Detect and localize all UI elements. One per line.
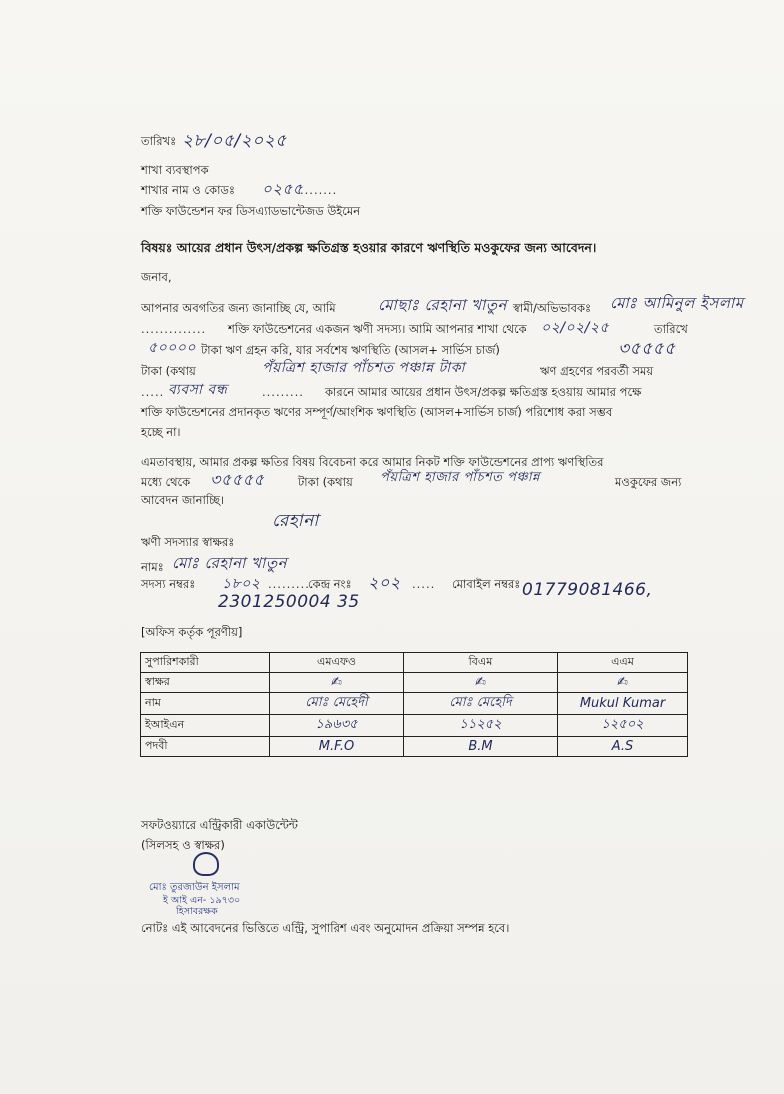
approval-table	[140, 652, 688, 757]
member-no-label: সদস্য নম্বরঃ	[141, 577, 196, 591]
p1-line5-dots: .....	[141, 385, 165, 399]
member-signature: রেহানা	[272, 511, 319, 531]
table-cell: ১১২৫২	[404, 715, 558, 737]
loan-date-hw: ০২/০২/২৫	[541, 320, 610, 336]
table-cell: Mukul Kumar	[558, 693, 688, 715]
p2-line2-c: মওকুফের জন্য	[615, 475, 682, 489]
table-cell: ১২৫০২	[558, 715, 688, 737]
table-row	[141, 693, 688, 715]
table-header-cell: এমএফও	[270, 653, 404, 673]
table-cell: M.F.O	[270, 737, 404, 757]
table-row	[141, 737, 688, 757]
mobile-label: মোবাইল নম্বরঃ	[452, 577, 521, 591]
member-no-dots: .........	[268, 577, 310, 591]
stamp-line2: ই আই এন- ১৯৭৩০	[163, 895, 241, 906]
table-cell: ✍	[404, 673, 558, 693]
center-hw: ২০২	[368, 573, 401, 592]
p1-line2-b: তারিখে	[654, 322, 688, 336]
p1-line6: শক্তি ফাউন্ডেশনের প্রদানকৃত ঋণের সম্পূর্ণ/আংশিক ঋণস্থিতি (আসল+সার্ভিস চার্জ) পরিশোধ করা সম্ভব	[141, 405, 613, 419]
row-label: নাম	[141, 693, 270, 715]
p2-line2-b: টাকা (কথায়	[298, 475, 353, 489]
p1-line2-a: শক্তি ফাউন্ডেশনের একজন ঋণী সদস্য। আমি আপনার শাখা থেকে	[228, 322, 527, 336]
salutation: জনাব,	[141, 270, 172, 284]
p1-line2-dots: ..............	[141, 322, 207, 336]
addressee: শাখা ব্যবস্থাপক	[141, 163, 209, 177]
p1-line5-dots2: .........	[262, 385, 304, 399]
p1-line4-b: ঋণ গ্রহণের পরবর্তী সময়	[540, 364, 654, 378]
waive-words-hw: পঁয়ত্রিশ হাজার পাঁচশত পঞ্চান্ন	[380, 470, 540, 485]
table-header-cell: এএম	[558, 653, 688, 673]
row-label: ইআইএন	[141, 715, 270, 737]
table-row	[141, 715, 688, 737]
row-label: পদবী	[141, 737, 270, 757]
member-no-hw: ১৮০২	[222, 576, 261, 592]
accountant-title: সফটওয়্যারে এন্ট্রিকারী একাউন্টেন্ট	[141, 818, 298, 832]
table-cell: B.M	[404, 737, 558, 757]
p1-line7: হচ্ছে না।	[141, 425, 181, 439]
table-cell: ✍	[270, 673, 404, 693]
stamp-line3: হিসাবরক্ষক	[176, 906, 218, 917]
member-id-hw: 2301250004 35	[218, 592, 360, 612]
balance-words-hw: পঁয়ত্রিশ হাজার পাঁচশত পঞ্চান্ন টাকা	[262, 360, 466, 376]
date-label: তারিখঃ	[141, 134, 177, 148]
branch-code: ০২৫৫	[262, 180, 303, 198]
name-label: নামঃ	[141, 560, 164, 574]
branch-label: শাখার নাম ও কোডঃ	[141, 183, 236, 197]
branch-dots: ........	[300, 183, 338, 197]
mobile-hw: 01779081466,	[522, 580, 653, 600]
table-row	[141, 673, 688, 693]
accountant-sub: (সিলসহ ও স্বাক্ষর)	[141, 838, 225, 852]
subject: বিষয়ঃ আয়ের প্রধান উৎস/প্রকল্প ক্ষতিগ্রস্ত হওয়ার কারণে ঋণস্থিতি মওকুফের জন্য আবেদন।	[141, 240, 597, 255]
p2-line3: আবেদন জানাচ্ছি।	[141, 493, 225, 507]
table-cell: ✍	[558, 673, 688, 693]
stamp-name: মোঃ তুরজাউন ইসলাম	[149, 882, 240, 893]
table-cell: মোঃ মেহেদী	[270, 693, 404, 715]
center-label: কেন্দ্র নংঃ	[308, 577, 352, 591]
balance-hw: ৩৫৫৫৫	[618, 339, 676, 359]
table-cell: A.S	[558, 737, 688, 757]
office-label: [অফিস কর্তৃক পূরণীয়]	[141, 625, 243, 639]
signature-label: ঋণী সদস্যার স্বাক্ষরঃ	[141, 535, 235, 549]
member-name-hw2: মোঃ রেহানা খাতুন	[172, 554, 288, 572]
center-dots: .....	[412, 577, 436, 591]
signature-mark-icon	[193, 852, 219, 876]
table-header-cell: সুপারিশকারী	[141, 653, 270, 673]
footer-note: নোটঃ এই আবেদনের ভিত্তিতে এন্ট্রি, সুপারিশ এবং অনুমোদন প্রক্রিয়া সম্পন্ন হবে।	[141, 921, 510, 935]
table-cell: মোঃ মেহেদি	[404, 693, 558, 715]
reason-hw: ব্যবসা বন্ধ	[168, 382, 228, 398]
p1-line1-b: স্বামী/অভিভাবকঃ	[513, 301, 592, 315]
date-value: ২৮/০৫/২০২৫	[182, 131, 287, 151]
member-name-hw: মোছাঃ রেহানা খাতুন	[378, 296, 508, 314]
guardian-hw: মোঃ আমিনুল ইসলাম	[610, 294, 744, 312]
p1-line4-a: টাকা (কথায়	[141, 364, 196, 378]
loan-amount-hw: ৫০০০০	[148, 340, 196, 356]
p1-line1-a: আপনার অবগতির জন্য জানাচ্ছি যে, আমি	[141, 301, 336, 315]
table-header-cell: বিএম	[404, 653, 558, 673]
org-name: শক্তি ফাউন্ডেশন ফর ডিসএ্যাডভান্টেজড উইমেন	[141, 204, 361, 218]
waive-amount-hw: ৩৫৫৫৫	[210, 470, 265, 489]
p1-line5-b: কারনে আমার আয়ের প্রধান উৎস/প্রকল্প ক্ষতিগ্রস্ত হওয়ায় আমার পক্ষে	[325, 385, 642, 399]
p1-line3-a: টাকা ঋণ গ্রহন করি, যার সর্বশেষ ঋণস্থিতি (আসল+ সার্ভিস চার্জ)	[201, 343, 500, 357]
row-label: স্বাক্ষর	[141, 673, 270, 693]
p2-line2-a: মধ্যে থেকে	[141, 475, 191, 489]
p2-line1: এমতাবস্থায়, আমার প্রকল্প ক্ষতির বিষয় বিবেচনা করে আমার নিকট শক্তি ফাউন্ডেশনের প্রাপ্য ঋণস্থিতির	[141, 455, 604, 469]
table-cell: ১৯৬৩৫	[270, 715, 404, 737]
table-header-row	[141, 653, 688, 673]
